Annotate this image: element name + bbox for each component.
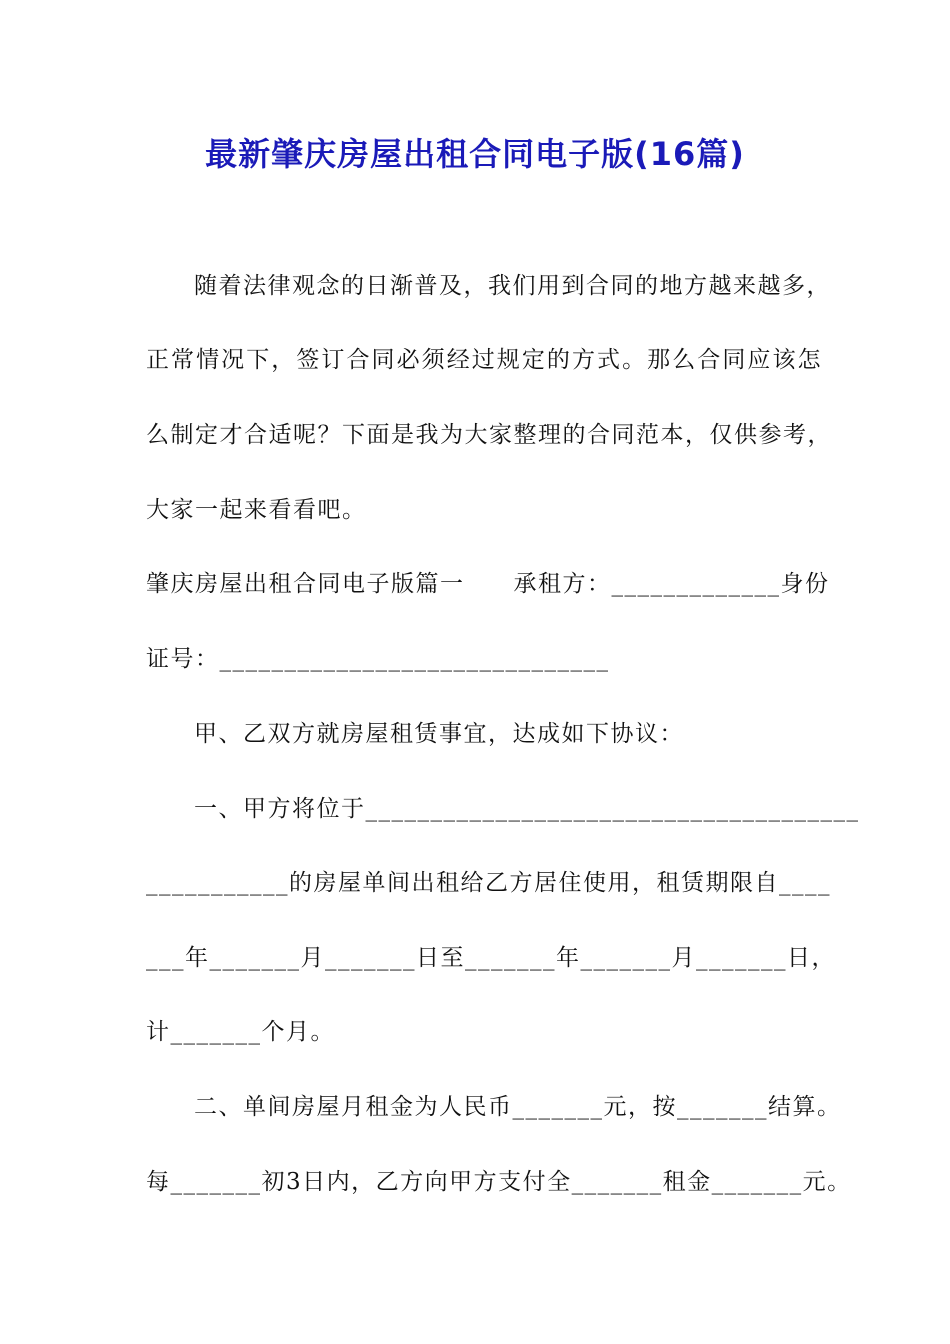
paragraph-line: 正常情况下，签订合同必须经过规定的方式。那么合同应该怎 <box>146 347 822 373</box>
clause-one-line: ___年_______月_______日至_______年_______月_______日， <box>146 945 836 971</box>
id-number-line: 证号：______________________________ <box>146 646 610 672</box>
agreement-intro-line: 甲、乙双方就房屋租赁事宜，达成如下协议： <box>194 721 684 747</box>
clause-one-line: 计_______个月。 <box>146 1019 335 1045</box>
paragraph-line: 么制定才合适呢？下面是我为大家整理的合同范本，仅供参考， <box>146 422 832 448</box>
paragraph-line: 大家一起来看看吧。 <box>146 497 367 523</box>
clause-two-line: 每_______初3日内，乙方向甲方支付全_______租金_______元。 <box>146 1169 852 1195</box>
clause-one-line: ___________的房屋单间出租给乙方居住使用，租赁期限自____ <box>146 870 831 896</box>
document-title: 最新肇庆房屋出租合同电子版(16篇) <box>205 135 745 173</box>
clause-one-line: 一、甲方将位于______________________________________ <box>194 796 860 822</box>
paragraph-line: 随着法律观念的日渐普及，我们用到合同的地方越来越多， <box>194 273 831 299</box>
section-heading-line: 肇庆房屋出租合同电子版篇一 承租方：_____________身份 <box>146 571 830 597</box>
clause-two-line: 二、单间房屋月租金为人民币_______元，按_______结算。 <box>194 1094 842 1120</box>
